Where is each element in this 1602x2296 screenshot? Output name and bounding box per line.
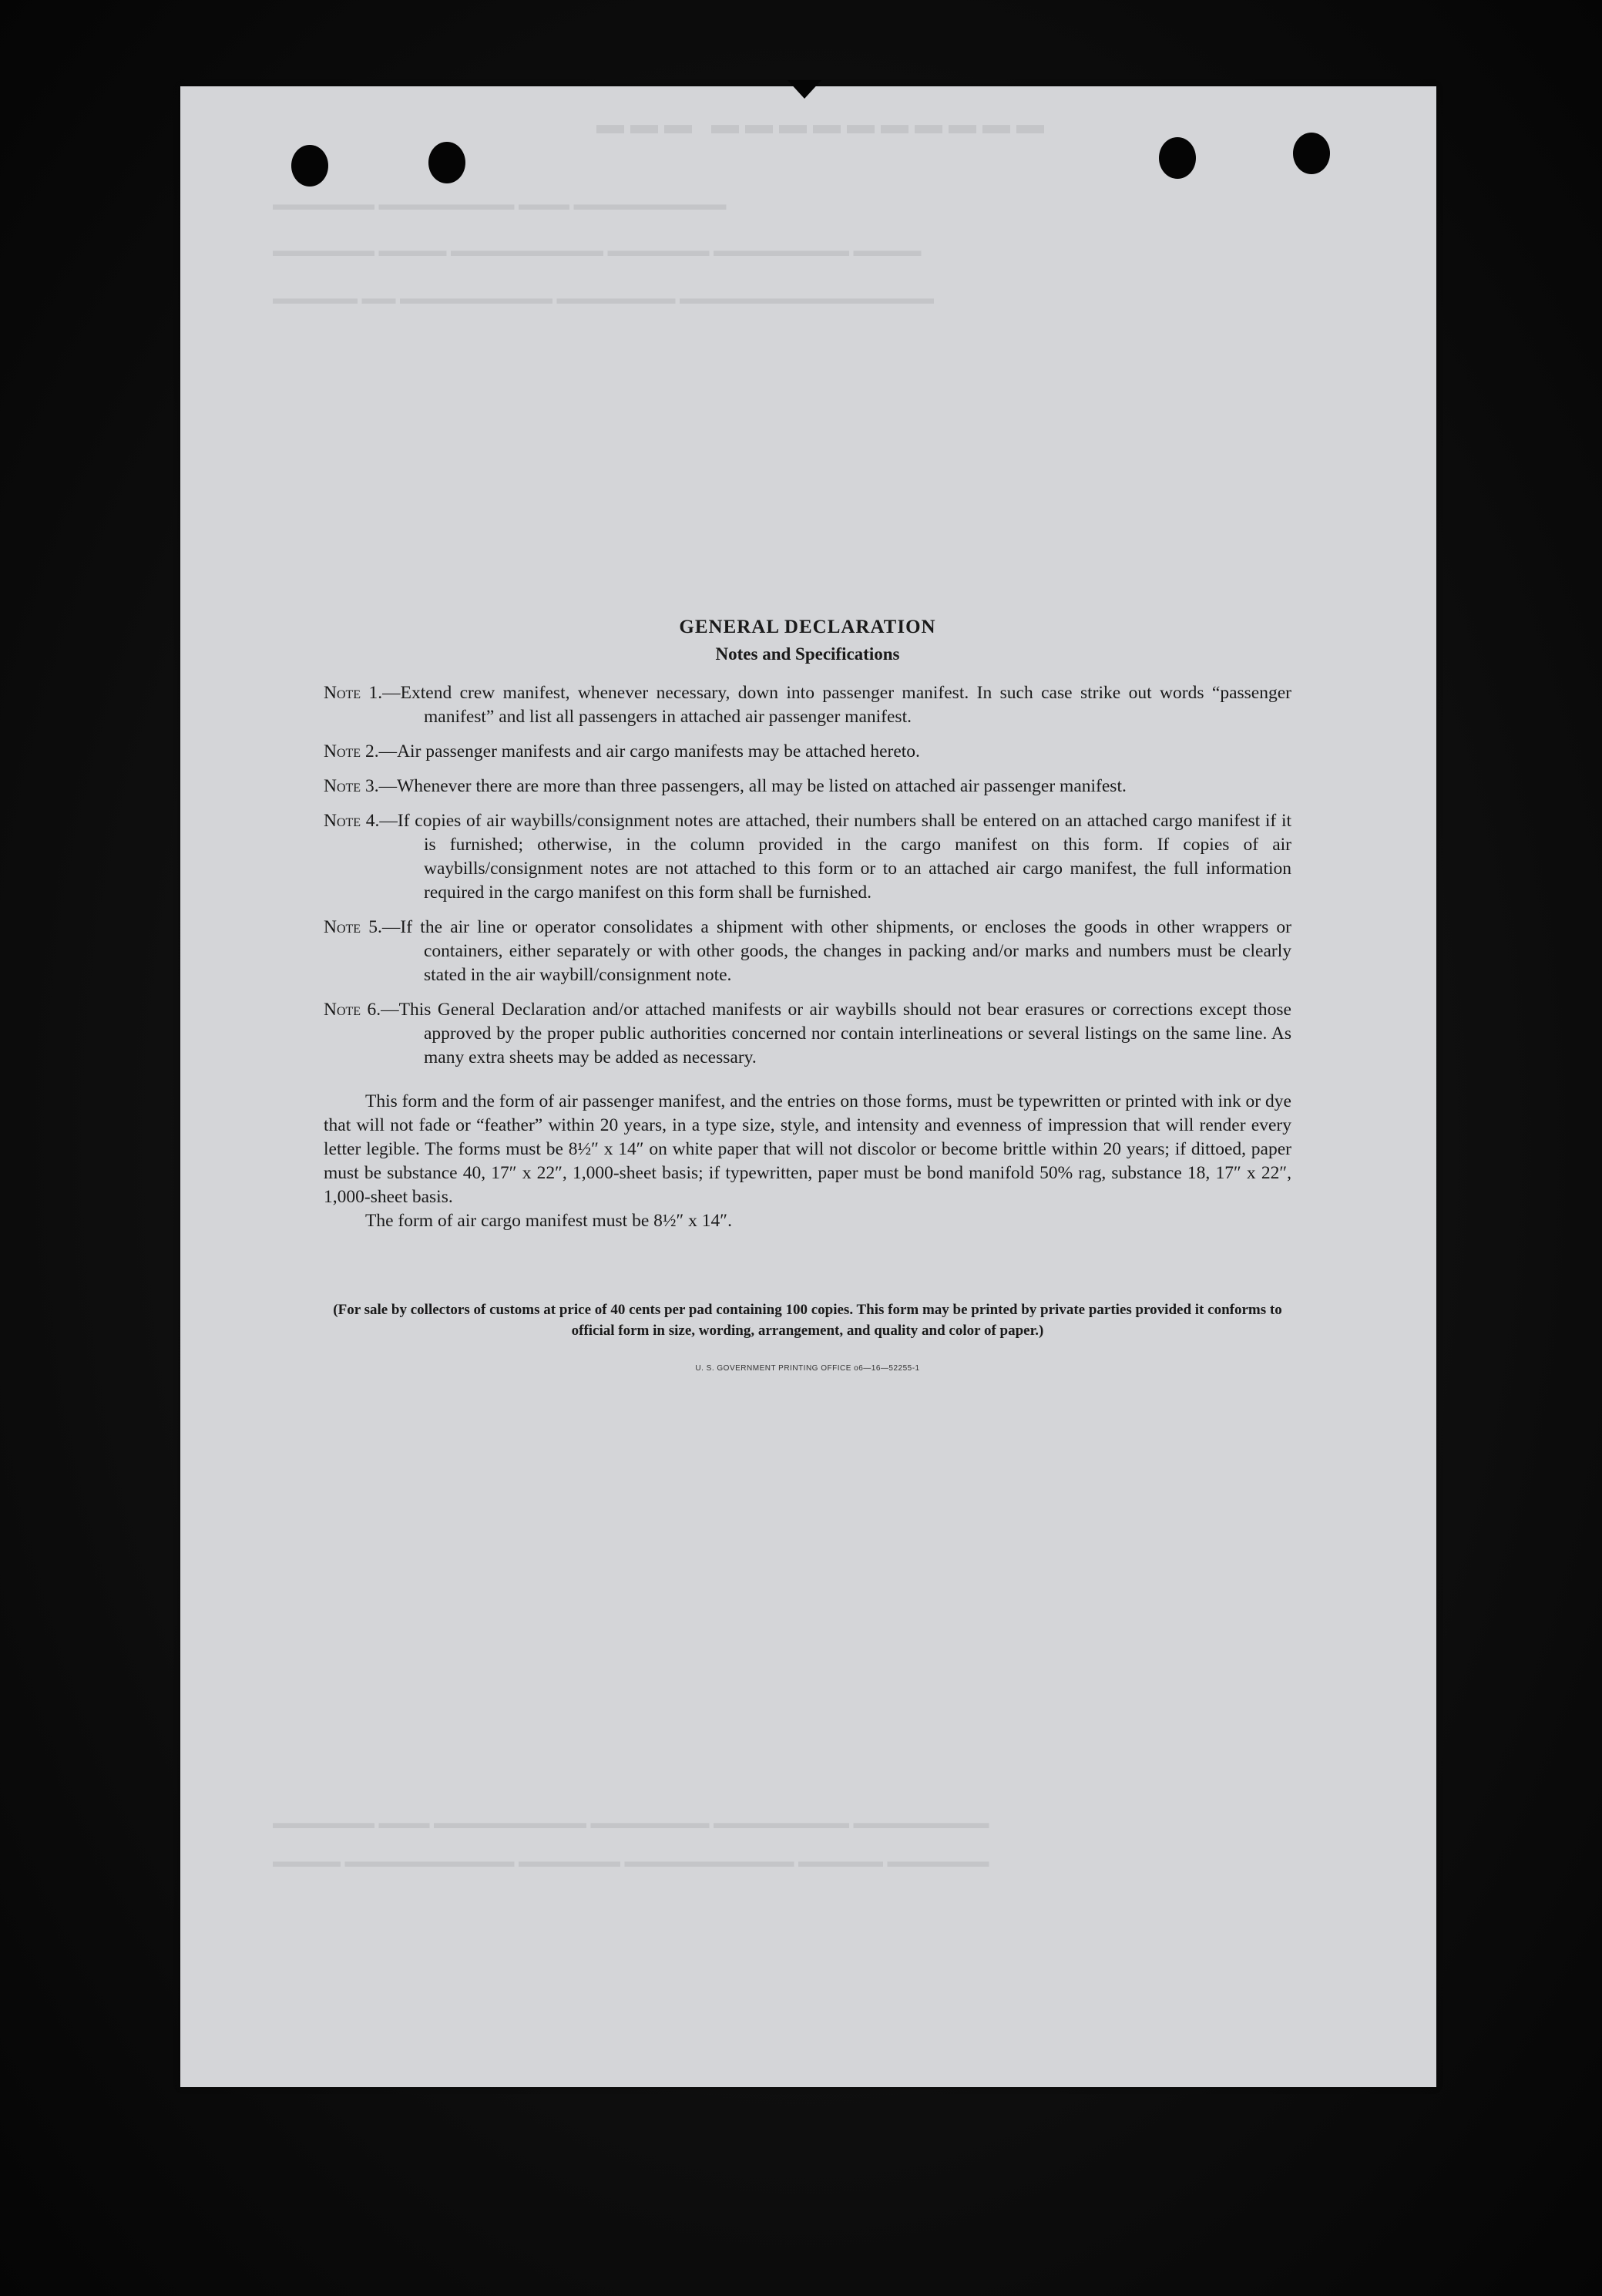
note-1 [324, 681, 1291, 729]
bleed-through-line-5: ▬▬▬▬ ▬▬▬▬▬▬▬▬▬▬ ▬▬▬▬▬▬ ▬▬▬▬▬▬▬▬▬▬ ▬▬▬▬▬ ▬▬▬▬▬▬ [273, 1851, 989, 1871]
note-label: Note 6. [324, 1000, 381, 1020]
bleed-through-line-1: ▬▬▬▬▬▬ ▬▬▬▬▬▬▬▬ ▬▬▬ ▬▬▬▬▬▬▬▬▬ [273, 194, 727, 213]
note-text: —Air passenger manifests and air cargo manifests may be attached hereto. [378, 741, 920, 761]
note-5 [324, 916, 1291, 987]
punch-hole-3 [1159, 137, 1196, 179]
form-requirements-paragraph: This form and the form of air passenger manifest, and the entries on those forms, must be typewritten or printed with ink or dye that will not fade or “feather” within 20 years, in a type size, style, and intensity and evenness of impression that will render every letter legible. The forms must be 8½″ x 14″ on white paper that will not discolor or become brittle within 20 years; if dittoed, paper must be substance 40, 17″ x 22″, 1,000-sheet basis; if typewritten, paper must be bond manifold 50% rag, substance 18, 17″ x 22″, 1,000-sheet basis. [324, 1091, 1291, 1207]
note-label: Note 2. [324, 741, 379, 761]
note-2 [324, 740, 1291, 764]
bleed-through-line-2: ▬▬▬▬▬▬ ▬▬▬▬ ▬▬▬▬▬▬▬▬▬ ▬▬▬▬▬▬ ▬▬▬▬▬▬▬▬ ▬▬▬▬ [273, 240, 922, 260]
note-text: —Extend crew manifest, whenever necessary, down into passenger manifest. In such case strike out words “passenger manifest” and list all passengers in attached air passenger manifest. [382, 683, 1291, 727]
note-label: Note 4. [324, 811, 380, 831]
cargo-manifest-size-line: The form of air cargo manifest must be 8½″ x 14″. [365, 1211, 732, 1231]
note-text: —If copies of air waybills/consignment notes are attached, their numbers shall be entered on an attached cargo manifest if it is furnished; otherwise, in the column provided in the cargo manifest on this form. If copies of air waybills/consignment notes are not attached to this form or to an attached air cargo manifest, the full information required in the cargo manifest on this form shall be furnished. [379, 811, 1291, 903]
punch-hole-1 [291, 145, 328, 187]
document-subtitle: Notes and Specifications [715, 644, 900, 664]
note-label: Note 5. [324, 917, 382, 937]
document-page [180, 86, 1436, 2087]
bleed-through-line-4: ▬▬▬▬▬▬ ▬▬▬ ▬▬▬▬▬▬▬▬▬ ▬▬▬▬▬▬▬ ▬▬▬▬▬▬▬▬ ▬▬▬▬▬▬▬▬ [273, 1813, 989, 1832]
note-label: Note 3. [324, 776, 379, 796]
note-text: —This General Declaration and/or attached manifests or air waybills should not bear erasures or corrections except those approved by the proper public authorities concerned nor contain interlineations or several listings on the same line. As many extra sheets may be added as necessary. [381, 1000, 1291, 1067]
note-label: Note 1. [324, 683, 383, 703]
note-3 [324, 775, 1291, 798]
notes-section [324, 617, 1291, 1373]
bleed-through-heading: ▬▬▬ ▬▬▬▬▬▬▬▬▬▬ [596, 109, 1050, 140]
punch-hole-4 [1293, 133, 1330, 174]
note-4 [324, 809, 1291, 905]
printing-office-imprint: U. S. GOVERNMENT PRINTING OFFICE o6—16—52255-1 [695, 1364, 920, 1373]
staple-notch [788, 80, 821, 99]
note-6 [324, 998, 1291, 1070]
sale-notice: (For sale by collectors of customs at price of 40 cents per pad containing 100 copies. This form may be printed by private parties provided it conforms to official form in size, wording, arrangement, and quality and color of paper.) [333, 1302, 1282, 1339]
bleed-through-line-3: ▬▬▬▬▬ ▬▬ ▬▬▬▬▬▬▬▬▬ ▬▬▬▬▬▬▬ ▬▬▬▬▬▬▬▬▬▬▬▬▬▬▬ [273, 288, 934, 308]
document-title: GENERAL DECLARATION [679, 617, 936, 637]
note-text: —If the air line or operator consolidates a shipment with other shipments, or encloses the goods in other wrappers or containers, either separately or with other goods, the changes in packing and/or marks and numbers must be clearly stated in the air waybill/consignment note. [381, 917, 1292, 985]
punch-hole-2 [428, 142, 465, 183]
note-text: —Whenever there are more than three passengers, all may be listed on attached air passenger manifest. [378, 776, 1127, 796]
